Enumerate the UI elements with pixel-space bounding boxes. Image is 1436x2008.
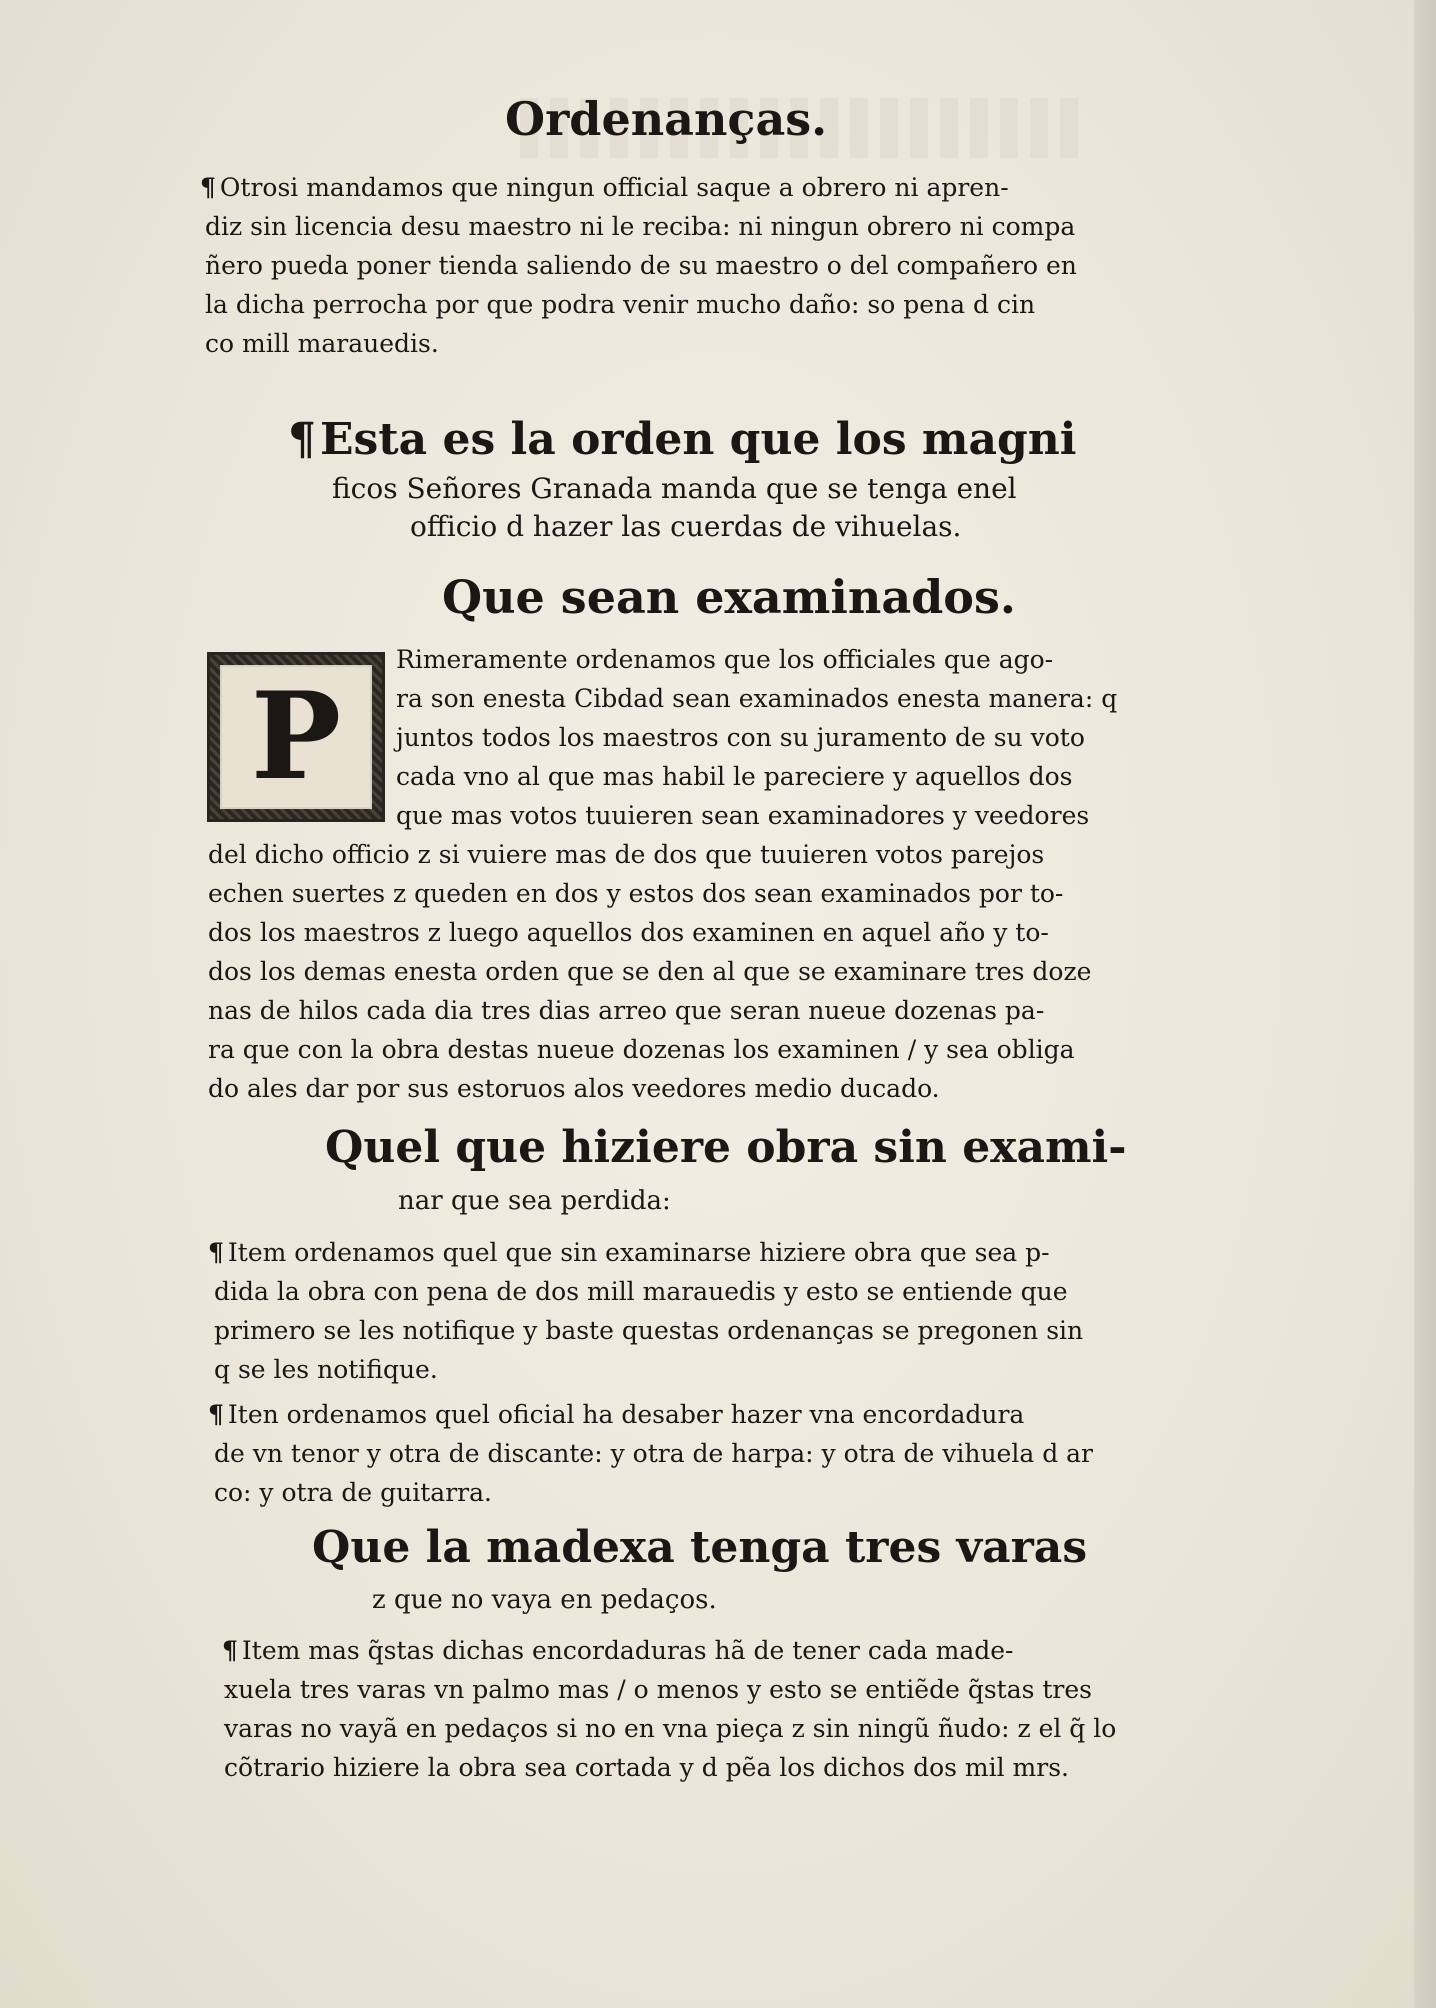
text-line: ¶ Item ordenamos quel que sin examinarse hiziere obra que sea p- (208, 1238, 1050, 1267)
text-line: diz sin licencia desu maestro ni le reciba: ni ningun obrero ni compa (205, 212, 1076, 241)
heading-sin-examinar-continued: nar que sea perdida: (398, 1186, 671, 1216)
heading-que-sean-examinados: Que sean examinados. (442, 570, 1016, 624)
text-line: varas no vayã en pedaços si no en vna pieça z sin ningũ ñudo: z el q̃ lo (224, 1714, 1117, 1743)
text-line: ¶ Iten ordenamos quel oficial ha desaber hazer vna encordadura (208, 1400, 1025, 1429)
title-line-2: ficos Señores Granada manda que se tenga enel (332, 472, 1017, 505)
heading-sin-examinar: Quel que hiziere obra sin exami- (325, 1122, 1127, 1173)
title-line-1: ¶Esta es la orden que los magni (288, 414, 1077, 465)
text-line: dida la obra con pena de dos mill marauedis y esto se entiende que (214, 1277, 1068, 1306)
text-line: co: y otra de guitarra. (214, 1478, 492, 1507)
page-edge (1414, 0, 1436, 2008)
text-line: ¶ Item mas q̃stas dichas encordaduras hã de tener cada made- (222, 1636, 1014, 1665)
text-line: dos los maestros z luego aquellos dos examinen en aquel año y to- (208, 918, 1049, 947)
text-line: nas de hilos cada dia tres dias arreo que seran nueue dozenas pa- (208, 996, 1045, 1025)
text-line: Rimeramente ordenamos que los officiales que ago- (396, 645, 1054, 674)
text-line: ñero pueda poner tienda saliendo de su maestro o del compañero en (205, 251, 1077, 280)
pilcrow-icon: ¶ (208, 1400, 224, 1429)
text-line: que mas votos tuuieren sean examinadores y veedores (396, 801, 1090, 830)
text-line: la dicha perrocha por que podra venir mucho daño: so pena d cin (205, 290, 1036, 319)
text-line: cada vno al que mas habil le pareciere y aquellos dos (396, 762, 1073, 791)
text-line: dos los demas enesta orden que se den al que se examinare tres doze (208, 957, 1092, 986)
text-line: co mill marauedis. (205, 329, 439, 358)
running-header-text: Ordenanças. (505, 92, 828, 146)
text-line: juntos todos los maestros con su juramento de su voto (396, 723, 1085, 752)
text-line: q se les notifique. (214, 1355, 438, 1384)
text-line: xuela tres varas vn palmo mas / o menos y esto se entiẽde q̃stas tres (224, 1675, 1093, 1704)
pilcrow-icon: ¶ (288, 414, 316, 465)
text-line: ra que con la obra destas nueue dozenas los examinen / y sea obliga (208, 1035, 1075, 1064)
text-line: ra son enesta Cibdad sean examinados enesta manera: q (396, 684, 1118, 713)
text-line: ¶ Otrosi mandamos que ningun official saque a obrero ni apren- (200, 173, 1009, 202)
heading-madexa: Que la madexa tenga tres varas (312, 1522, 1088, 1573)
drop-cap-letter: P (250, 666, 342, 807)
text-line: do ales dar por sus estoruos alos veedores medio ducado. (208, 1074, 940, 1103)
decorated-initial (207, 652, 385, 822)
text-line: primero se les notifique y baste questas ordenanças se pregonen sin (214, 1316, 1084, 1345)
running-header (505, 92, 827, 146)
pilcrow-icon: ¶ (200, 173, 216, 202)
pilcrow-icon: ¶ (208, 1238, 224, 1267)
text-line: del dicho officio z si vuiere mas de dos que tuuieren votos parejos (208, 840, 1045, 869)
text-line: de vn tenor y otra de discante: y otra de harpa: y otra de vihuela d ar (214, 1439, 1094, 1468)
decorated-initial-frame (220, 665, 372, 809)
heading-madexa-continued: z que no vaya en pedaços. (372, 1585, 717, 1615)
pilcrow-icon: ¶ (222, 1636, 238, 1665)
title-line-3: officio d hazer las cuerdas de vihuelas. (410, 510, 962, 543)
text-line: echen suertes z queden en dos y estos dos sean examinados por to- (208, 879, 1064, 908)
text-line: cõtrario hiziere la obra sea cortada y d pẽa los dichos dos mil mrs. (224, 1753, 1069, 1782)
